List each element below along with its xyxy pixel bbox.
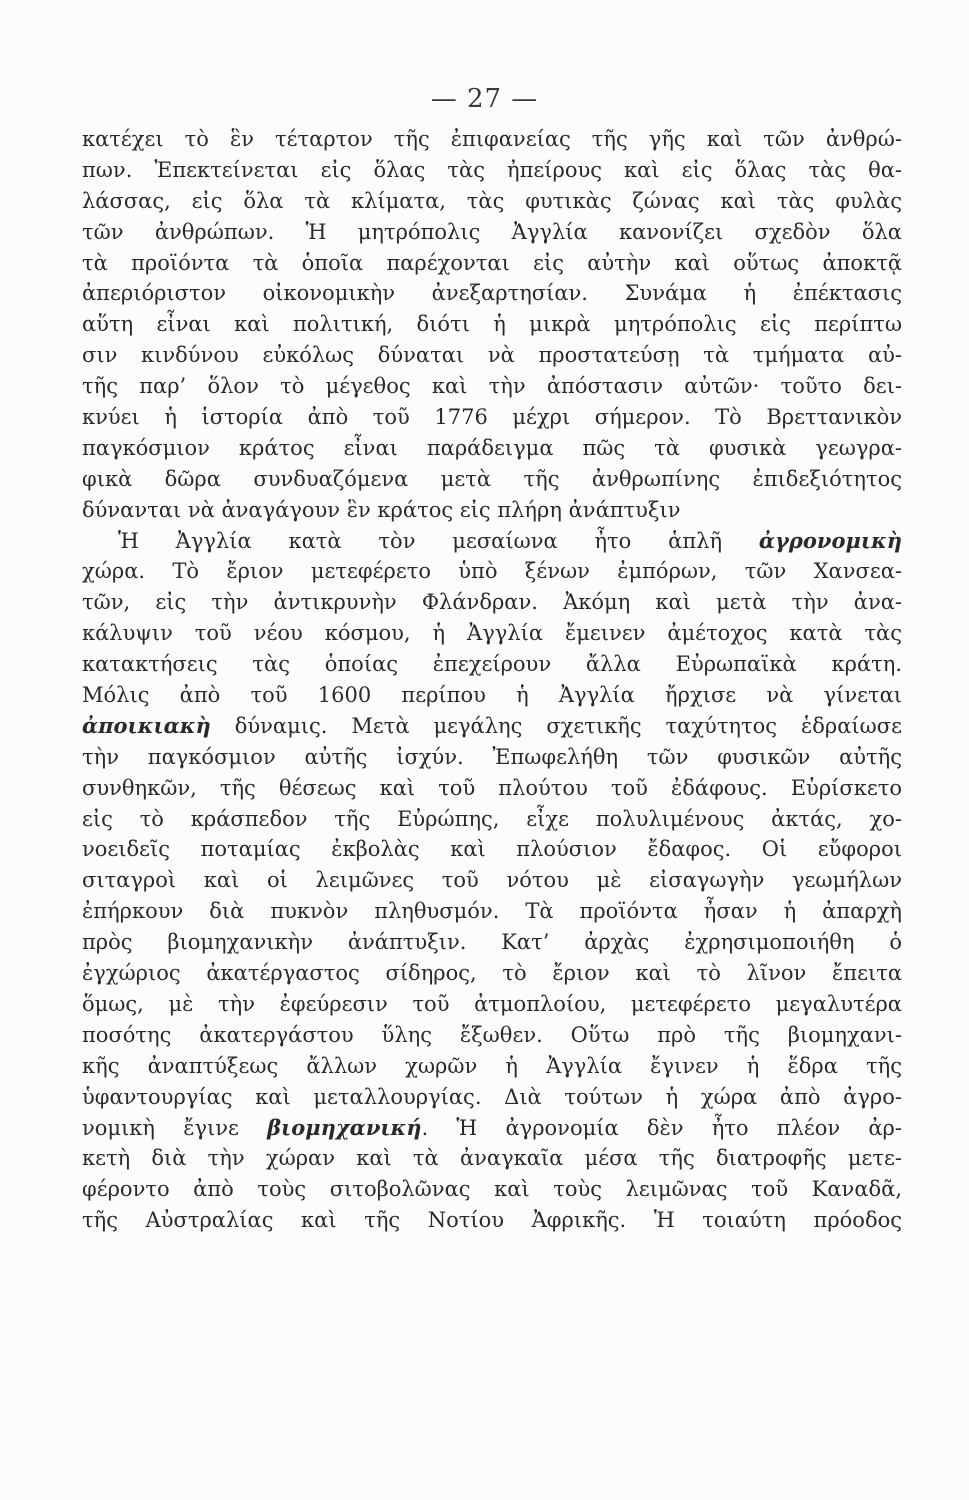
text-line <box>82 1113 902 1144</box>
text-line: εἰς τὸ κράσπεδον τῆς Εὐρώπης, εἶχε πολυλιμένους ἀκτάς, χο- <box>82 806 902 831</box>
text-line: αὕτη εἶναι καὶ πολιτική, διότι ἡ μικρὰ μητρόπολις εἰς περίπτω <box>82 312 902 337</box>
text-line: χώρα. Τὸ ἔριον μετεφέρετο ὑπὸ ξένων ἐμπόρων, τῶν Χανσεα- <box>82 559 902 584</box>
text-line: κῆς ἀναπτύξεως ἄλλων χωρῶν ἡ Ἀγγλία ἔγινεν ἡ ἕδρα τῆς <box>82 1053 902 1078</box>
text-line: τῶν, εἰς τὴν ἀντικρυνὴν Φλάνδραν. Ἀκόμη καὶ μετὰ τὴν ἀνα- <box>82 590 902 615</box>
text-line: κετὴ διὰ τὴν χώραν καὶ τὰ ἀναγκαῖα μέσα τῆς διατροφῆς μετε- <box>82 1146 902 1171</box>
text-line: σιν κινδύνου εὐκόλως δύναται νὰ προστατεύσῃ τὰ τμήματα αὐ- <box>82 343 902 368</box>
text-line: ἐγχώριος ἀκατέργαστος σίδηρος, τὸ ἔριον καὶ τὸ λῖνον ἔπειτα <box>82 961 902 986</box>
text-line: τῶν ἀνθρώπων. Ἡ μητρόπολις Ἀγγλία κανονίζει σχεδὸν ὅλα <box>82 219 902 244</box>
text-line: νοειδεῖς ποταμίας ἐκβολὰς καὶ πλούσιον ἔδαφος. Οἱ εὔφοροι <box>82 837 902 862</box>
text-line: λάσσας, εἰς ὅλα τὰ κλίματα, τὰς φυτικὰς ζώνας καὶ τὰς φυλὰς <box>82 188 902 213</box>
text-line: τῆς Αὐστραλίας καὶ τῆς Νοτίου Ἀφρικῆς. Ἡ τοιαύτη πρόοδος <box>82 1208 902 1233</box>
emphasized-word: ἀποικιακὴ <box>82 712 211 738</box>
text-line: φικὰ δῶρα συνδυαζόμενα μετὰ τῆς ἀνθρωπίνης ἐπιδεξιότητος <box>82 466 902 491</box>
text-line: συνθηκῶν, τῆς θέσεως καὶ τοῦ πλούτου τοῦ ἐδάφους. Εὑρίσκετο <box>82 775 902 800</box>
text-line: πων. Ἐπεκτείνεται εἰς ὅλας τὰς ἠπείρους καὶ εἰς ὅλας τὰς θα- <box>82 157 902 182</box>
text-segment: δύναμις. Μετὰ μεγάλης σχετικῆς ταχύτητος ἑδραίωσε <box>210 713 902 738</box>
text-line: ὅμως, μὲ τὴν ἐφεύρεσιν τοῦ ἀτμοπλοίου, μετεφέρετο μεγαλυτέρα <box>82 991 902 1016</box>
text-segment: . Ἡ ἀγρονομία δὲν ἦτο πλέον ἀρ- <box>421 1115 902 1140</box>
text-line: κνύει ἡ ἱστορία ἀπὸ τοῦ 1776 μέχρι σήμερον. Τὸ Βρεττανικὸν <box>82 405 902 430</box>
page-number: — 27 — <box>430 84 539 114</box>
text-line: πρὸς βιομηχανικὴν ἀνάπτυξιν. Κατ’ ἀρχὰς ἐχρησιμοποιήθη ὁ <box>82 930 902 955</box>
text-line: ὑφαντουργίας καὶ μεταλλουργίας. Διὰ τούτων ἡ χώρα ἀπὸ ἀγρο- <box>82 1084 902 1109</box>
text-line <box>82 711 902 742</box>
text-line: τὰ προϊόντα τὰ ὁποῖα παρέχονται εἰς αὐτὴν καὶ οὕτως ἀποκτᾷ <box>82 250 902 275</box>
text-line: κατέχει τὸ ἓν τέταρτον τῆς ἐπιφανείας τῆς γῆς καὶ τῶν ἀνθρώ- <box>82 127 902 151</box>
text-line: ποσότης ἀκατεργάστου ὕλης ἔξωθεν. Οὕτω πρὸ τῆς βιομηχανι- <box>82 1022 902 1047</box>
text-line: σιταγροὶ καὶ οἱ λειμῶνες τοῦ νότου μὲ εἰσαγωγὴν γεωμήλων <box>82 868 902 893</box>
text-line: ἀπεριόριστον οἰκονομικὴν ἀνεξαρτησίαν. Συνάμα ἡ ἐπέκτασις <box>82 281 902 306</box>
text-line <box>82 526 902 557</box>
text-line: τὴν παγκόσμιον αὐτῆς ἰσχύν. Ἐπωφελήθη τῶν φυσικῶν αὐτῆς <box>82 744 902 769</box>
text-line: φέροντο ἀπὸ τοὺς σιτοβολῶνας καὶ τοὺς λειμῶνας τοῦ Καναδᾶ, <box>82 1177 902 1202</box>
text-line: δύνανται νὰ ἀναγάγουν ἓν κράτος εἰς πλήρη ἀνάπτυξιν <box>82 497 681 522</box>
text-line: κατακτήσεις τὰς ὁποίας ἐπεχείρουν ἄλλα Εὐρωπαϊκὰ κράτη. <box>82 652 902 677</box>
body-text <box>82 124 902 1236</box>
text-line: κάλυψιν τοῦ νέου κόσμου, ἡ Ἀγγλία ἔμεινεν ἀμέτοχος κατὰ τὰς <box>82 621 902 646</box>
text-line: ἐπήρκουν διὰ πυκνὸν πληθυσμόν. Τὰ προϊόντα ἦσαν ἡ ἀπαρχὴ <box>82 899 902 924</box>
text-line: Μόλις ἀπὸ τοῦ 1600 περίπου ἡ Ἀγγλία ἤρχισε νὰ γίνεται <box>82 683 902 708</box>
text-segment: νομικὴ ἔγινε <box>82 1115 268 1140</box>
text-line: τῆς παρ’ ὅλον τὸ μέγεθος καὶ τὴν ἀπόστασιν αὐτῶν· τοῦτο δει- <box>82 374 902 399</box>
text-line: παγκόσμιον κράτος εἶναι παράδειγμα πῶς τὰ φυσικὰ γεωγρα- <box>82 435 902 460</box>
emphasized-word: βιομηχανική <box>267 1114 422 1140</box>
emphasized-word: ἀγρονομικὴ <box>758 527 902 553</box>
text-segment: Ἡ Ἀγγλία κατὰ τὸν μεσαίωνα ἦτο ἁπλῆ <box>118 528 759 553</box>
